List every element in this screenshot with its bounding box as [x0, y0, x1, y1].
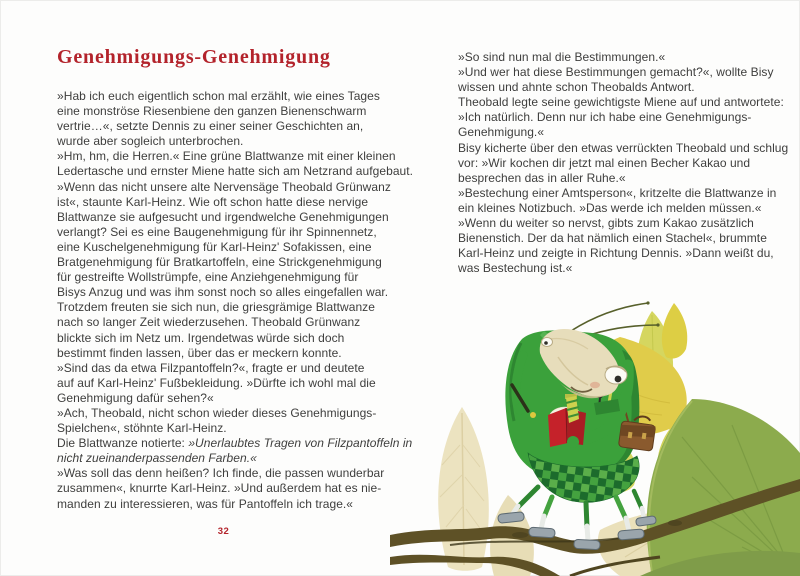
text-line: Karl-Heinz und zeigte in Richtung Dennis. »Dann weißt du,: [458, 246, 774, 261]
page-number: 32: [217, 526, 230, 537]
big-eye-icon: [605, 366, 627, 384]
text-line: »Wenn du weiter so nervst, gibts zum Kakao zusätzlich: [458, 216, 754, 231]
text-line: nach so langer Zeit wiederzusehen. Theobald Grünwanz: [57, 315, 361, 330]
text-line: »So sind nun mal die Bestimmungen.«: [458, 50, 666, 64]
text-line: blickte sich im Netz um. Irgendetwas würde sich doch: [57, 330, 345, 345]
right-page-body: [458, 50, 798, 276]
text-line: »Hab ich euch eigentlich schon mal erzählt, wie eines Tages: [57, 89, 380, 103]
red-book-icon: [548, 407, 586, 447]
text-line: Genehmigung dafür sehen?«: [57, 390, 214, 405]
text-line: Bienenstich. Der da hat nämlich einen Stachel«, brummte: [458, 231, 767, 246]
text-line: Genehmigung.«: [458, 125, 545, 140]
text-line: Theobald legte seine gewichtigste Miene auf und antwortete:: [458, 95, 784, 110]
text-line: wissen und ahnte schon Theobalds Antwort.: [458, 80, 695, 95]
text-segment: »Unerlaubtes Tragen von Filzpantoffeln in: [188, 436, 413, 451]
text-line: bestimmt finden lassen, über das er meckern konnte.: [57, 345, 342, 360]
blush: [590, 382, 600, 388]
text-line: Trotzdem freuten sie sich nun, die griesgrämige Blattwanze: [57, 300, 375, 315]
text-segment: nicht zueinanderpassenden Farben.«: [57, 451, 257, 466]
text-line: Ledertasche und ernster Miene hatte sich am Netzrand aufgebaut.: [57, 164, 414, 179]
text-line: »Ich natürlich. Denn nur ich habe eine Genehmigungs-: [458, 110, 752, 125]
bug-character: [498, 301, 660, 549]
text-line: »Bestechung einer Amtsperson«, kritzelte die Blattwanze in: [458, 185, 777, 200]
bug-illustration: [390, 295, 800, 576]
text-line: [57, 436, 413, 451]
text-line: wurde aber sogleich unterbrochen.: [57, 134, 244, 149]
text-line: »Was soll das denn heißen? Ich finde, die passen wunderbar: [57, 466, 385, 481]
text-line: eine Kuschelgenehmigung für Karl-Heinz' Sofakissen, eine: [57, 239, 372, 254]
text-line: verlangt? Sei es eine Baugenehmigung für ihr Spinnennetz,: [57, 224, 377, 239]
text-line: vertrie…«, setzte Dennis zu einer seiner Geschichten an,: [57, 119, 364, 134]
small-eye-icon: [542, 338, 553, 347]
text-line: manden zu interessieren, was für Pantoffeln ich trage.«: [57, 496, 354, 511]
text-line: vor: »Wir kochen dir jetzt mal einen Becher Kakao und: [458, 155, 751, 170]
text-line: Spielchen«, stöhnte Karl-Heinz.: [57, 421, 227, 436]
text-line: eine monströse Riesenbiene den ganzen Bienenschwarm: [57, 104, 367, 119]
chapter-title: Genehmigungs-Genehmigung: [57, 46, 331, 68]
text-segment: Die Blattwanze notierte:: [57, 436, 189, 451]
text-line: ein kleines Notizbuch. »Das werde ich melden müssen.«: [458, 200, 762, 215]
text-line: auf auf Karl-Heinz' Fußbekleidung. »Dürfte ich wohl mal die: [57, 375, 376, 390]
text-line: Bratgenehmigung für Bratkartoffeln, eine Strickgenehmigung: [57, 255, 382, 270]
text-line: zusammen«, knurrte Karl-Heinz. »Und außerdem hat es nie-: [57, 481, 382, 496]
text-line: was Bestechung ist.«: [458, 261, 573, 276]
text-line: Blattwanze sie aufgesucht und irgendwelche Genehmigungen: [57, 209, 389, 224]
text-line: »Ach, Theobald, nicht schon wieder dieses Genehmigungs-: [57, 405, 377, 420]
text-line: »Sind das da etwa Filzpantoffeln?«, fragte er und deutete: [57, 360, 365, 375]
text-line: besprechen das in aller Ruhe.«: [458, 170, 626, 185]
text-line: Bisy kicherte über den etwas verrückten Theobald und schlug: [458, 140, 789, 155]
text-line: »Wenn das nicht unsere alte Nervensäge Theobald Grünwanz: [57, 179, 391, 194]
text-line: [57, 451, 402, 466]
text-line: ist«, staunte Karl-Heinz. Wie oft schon hatte diese nervige: [57, 194, 369, 209]
text-line: für gestreifte Wollstrümpfe, eine Anziehgenehmigung für: [57, 270, 359, 285]
text-line: »Hm, hm, die Herren.« Eine grüne Blattwanze mit einer kleinen: [57, 149, 396, 164]
text-line: »Und wer hat diese Bestimmungen gemacht?«, wollte Bisy: [458, 65, 774, 80]
left-page-body: [57, 89, 414, 512]
text-line: Bisys Anzug und was ihm sonst noch so alles eingefallen war.: [57, 285, 389, 300]
